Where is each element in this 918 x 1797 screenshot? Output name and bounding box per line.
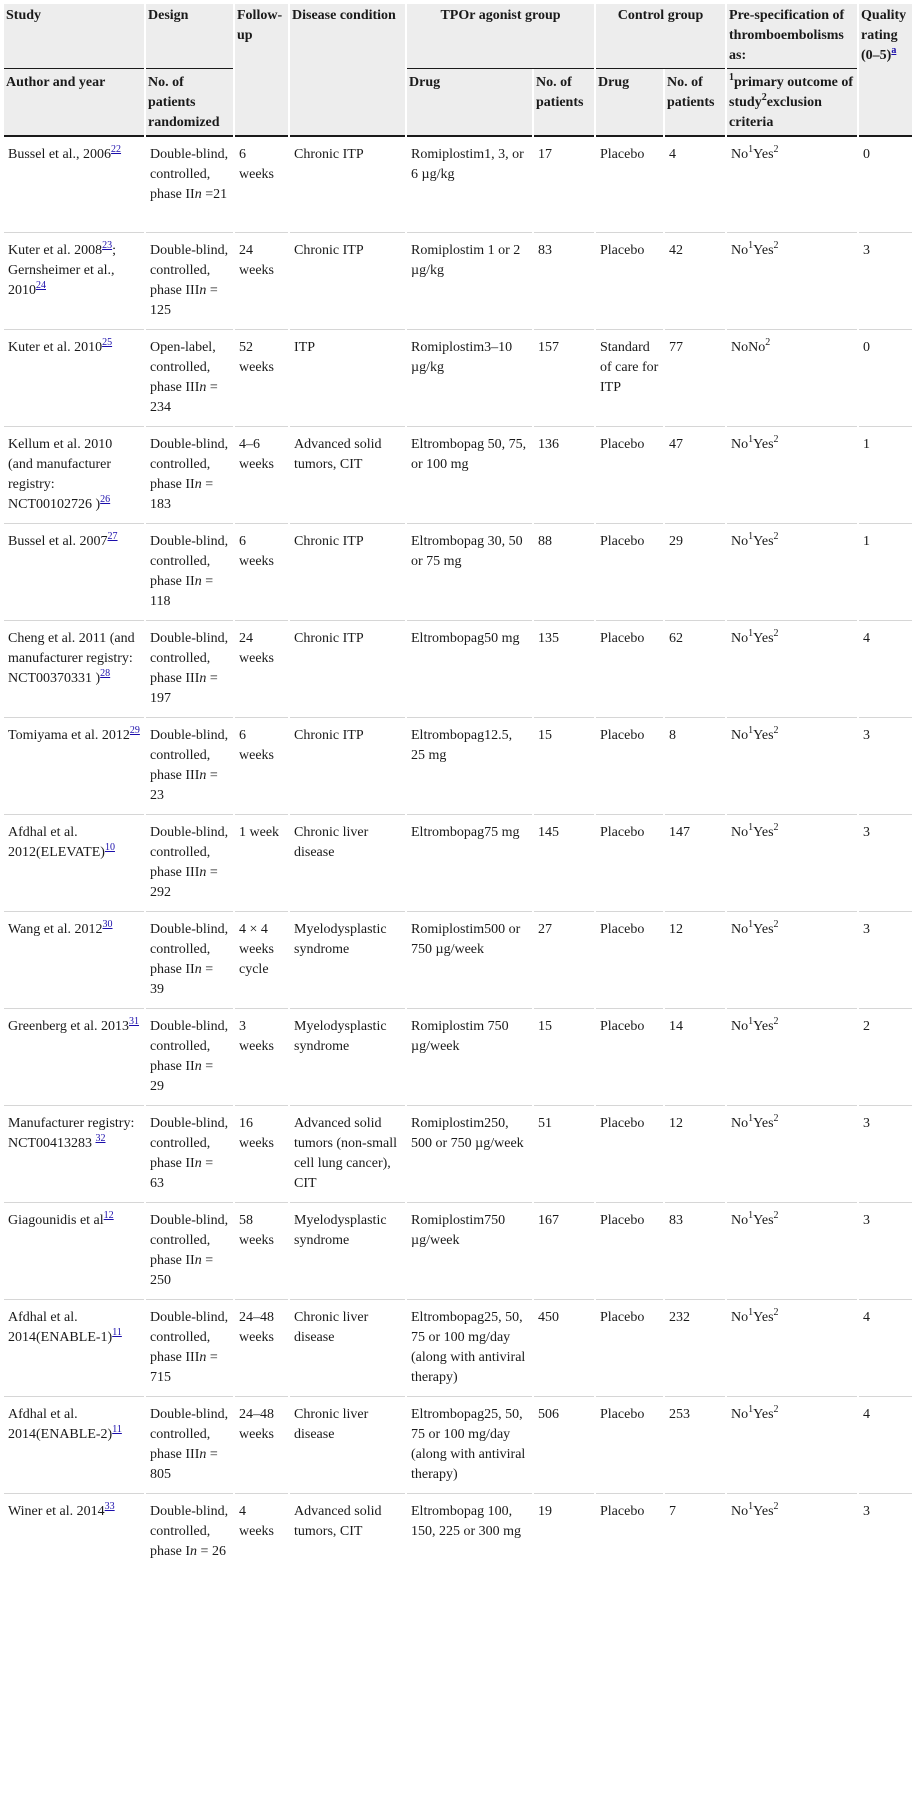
cell-study [4,1494,144,1575]
cell-control-no-patients: 147 [665,815,725,912]
cell-design: Double-blind, controlled, phase IIn =21 [146,137,233,233]
cell-prespec: No$^1$Yes$^2$ [727,718,857,815]
cell-control-drug: Placebo [596,137,663,233]
reference-link[interactable]: 11 [112,1327,122,1338]
reference-link[interactable]: 31 [129,1016,140,1027]
cell-follow-up: 3 weeks [235,1009,288,1106]
cell-design: Double-blind, controlled, phase In = 26 [150,1504,229,1559]
cell-follow-up: 58 weeks [235,1203,288,1300]
cell-no-patients: 136 [534,427,594,524]
cell-control-no-patients: 62 [665,621,725,718]
cell-no-patients: 135 [534,621,594,718]
cell-drug: Eltrombopag50 mg [407,621,532,718]
cell-design: Double-blind, controlled, phase IIIn = 197 [146,621,233,718]
cell-prespec: No$^1$Yes$^2$ [727,1106,857,1203]
header-control-group: Control group [596,4,725,69]
cell-follow-up: 4–6 weeks [235,427,288,524]
cell-follow-up: 52 weeks [235,330,288,427]
cell-design: Double-blind, controlled, phase IIIn = 125 [146,233,233,330]
cell-prespec: No$^1$Yes$^2$ [727,912,857,1009]
cell-study [4,137,144,233]
cell-prespec: No$^1$Yes$^2$ [731,1501,779,1519]
header-control-drug: Drug [596,69,663,137]
cell-control-no-patients: 253 [665,1397,725,1494]
cell-quality: 1 [859,427,912,524]
cell-design: Double-blind, controlled, phase IIn = 39 [146,912,233,1009]
cell-design: Double-blind, controlled, phase IIn = 183 [146,427,233,524]
table-row [4,137,912,233]
cell-study [4,1300,144,1397]
study-author: Kuter et al. 2008 [8,243,103,258]
cell-no-patients: 167 [534,1203,594,1300]
cell-follow-up: 24–48 weeks [235,1397,288,1494]
cell-drug: Eltrombopag25, 50, 75 or 100 mg/day (along with antiviral therapy) [407,1300,532,1397]
cell-control-drug: Placebo [596,912,663,1009]
cell-drug: Eltrombopag 100, 150, 225 or 300 mg [411,1504,522,1539]
cell-quality: 4 [859,1300,912,1397]
study-author: Tomiyama et al. 2012 [8,728,130,743]
table-row [4,912,912,1009]
cell-follow-up: 1 week [235,815,288,912]
study-author: Manufacturer registry: NCT00413283 [8,1116,135,1151]
cell-study [4,1397,144,1494]
header-quality [859,4,912,137]
cell-drug: Eltrombopag 50, 75, or 100 mg [407,427,532,524]
reference-link[interactable]: 33 [104,1501,115,1512]
cell-disease: Chronic liver disease [290,1397,405,1494]
table-row [4,1300,912,1397]
cell-control-no-patients: 14 [665,1009,725,1106]
study-author: Wang et al. 2012 [8,922,103,937]
cell-disease: Advanced solid tumors (non-small cell lung cancer), CIT [290,1106,405,1203]
cell-prespec: No$^1$Yes$^2$ [727,137,857,233]
cell-quality: 4 [859,1397,912,1494]
cell-control-no-patients: 12 [665,912,725,1009]
cell-study [4,524,144,621]
header-drug: Drug [407,69,532,137]
cell-design: Double-blind, controlled, phase IIIn = 715 [146,1300,233,1397]
reference-link[interactable]: 25 [102,337,113,348]
cell-control-no-patients: 83 [665,1203,725,1300]
header-prespec: Pre-specification of thromboembolisms as: [727,4,857,69]
header-prespec-sub: $^1$primary outcome of study$^2$exclusion criteria [727,69,857,137]
cell-study [4,427,144,524]
table-row [4,1494,912,1575]
cell-disease: Chronic ITP [290,233,405,330]
cell-study [4,330,144,427]
header-tpor-group: TPOr agonist group [407,4,594,69]
cell-control-drug: Placebo [596,1106,663,1203]
reference-link[interactable]: 30 [102,919,113,930]
cell-control-no-patients: 7 [669,1504,676,1519]
cell-control-drug: Placebo [596,1397,663,1494]
study-author-2: ; Gernsheimer et al., 2010 [8,243,116,298]
cell-disease: Advanced solid tumors, CIT [294,1504,382,1539]
table-row [4,233,912,330]
cell-disease: Chronic liver disease [290,815,405,912]
cell-no-patients: 450 [534,1300,594,1397]
table-row [4,1397,912,1494]
cell-disease: Chronic ITP [290,621,405,718]
cell-no-patients: 27 [534,912,594,1009]
cell-control-drug: Placebo [596,233,663,330]
cell-quality: 3 [859,233,912,330]
table-row [4,718,912,815]
cell-prespec: NoNo$^2$ [727,330,857,427]
cell-no-patients: 19 [538,1504,552,1519]
cell-follow-up: 24–48 weeks [235,1300,288,1397]
cell-control-no-patients: 4 [665,137,725,233]
study-author: Bussel et al., 2006 [8,147,112,162]
cell-study [4,815,144,912]
cell-study [4,1009,144,1106]
reference-link[interactable]: 12 [103,1210,114,1221]
header-control-no-patients: No. of patients [665,69,725,137]
cell-disease: Chronic liver disease [290,1300,405,1397]
cell-study [4,718,144,815]
cell-design: Double-blind, controlled, phase IIn = 29 [146,1009,233,1106]
cell-control-no-patients: 12 [665,1106,725,1203]
study-author: Giagounidis et al [8,1213,104,1228]
cell-no-patients: 157 [534,330,594,427]
reference-link[interactable]: 27 [107,531,118,542]
cell-control-drug: Placebo [596,621,663,718]
cell-follow-up: 6 weeks [235,137,288,233]
cell-no-patients: 145 [534,815,594,912]
cell-control-drug: Placebo [596,1300,663,1397]
cell-drug: Romiplostim750 µg/week [407,1203,532,1300]
cell-no-patients: 83 [534,233,594,330]
header-disease: Disease condition [290,4,405,137]
cell-drug: Eltrombopag75 mg [407,815,532,912]
header-author-year: Author and year [4,69,144,137]
cell-control-no-patients: 8 [665,718,725,815]
reference-link[interactable]: 24 [36,280,46,291]
cell-quality: 3 [859,815,912,912]
cell-quality: 2 [859,1009,912,1106]
cell-quality: 3 [859,912,912,1009]
table-row [4,427,912,524]
reference-link[interactable]: 23 [102,240,113,251]
cell-drug: Romiplostim 1 or 2 µg/kg [407,233,532,330]
reference-link[interactable]: 26 [100,494,111,505]
studies-table [2,4,914,1575]
cell-disease: Myelodysplastic syndrome [290,912,405,1009]
header-no-randomized: No. of patients randomized [146,69,233,137]
cell-quality: 0 [859,137,912,233]
reference-link[interactable]: 29 [129,725,140,736]
cell-control-drug: Placebo [596,1009,663,1106]
cell-drug: Romiplostim3–10 µg/kg [407,330,532,427]
cell-design: Double-blind, controlled, phase IIIn = 292 [146,815,233,912]
cell-disease: Advanced solid tumors, CIT [290,427,405,524]
cell-drug: Romiplostim250, 500 or 750 µg/week [407,1106,532,1203]
study-author: Kellum et al. 2010 (and manufacturer registry: NCT00102726 ) [8,437,113,512]
cell-study [4,1106,144,1203]
cell-drug: Romiplostim500 or 750 µg/week [407,912,532,1009]
study-author: Afdhal et al. 2014(ENABLE-1) [8,1310,113,1345]
study-author: Winer et al. 2014 [8,1504,105,1519]
cell-disease: Chronic ITP [290,524,405,621]
cell-follow-up: 24 weeks [235,233,288,330]
header-quality-text: Quality rating (0–5) [861,8,907,63]
table-row [4,1106,912,1203]
cell-control-no-patients: 47 [665,427,725,524]
table-row [4,1203,912,1300]
cell-drug: Eltrombopag25, 50, 75 or 100 mg/day (along with antiviral therapy) [407,1397,532,1494]
cell-control-drug: Placebo [600,1504,645,1519]
cell-study [4,1203,144,1300]
cell-design: Double-blind, controlled, phase IIn = 118 [146,524,233,621]
cell-design: Double-blind, controlled, phase IIIn = 805 [146,1397,233,1494]
cell-no-patients: 17 [534,137,594,233]
cell-disease: Myelodysplastic syndrome [290,1203,405,1300]
cell-study [4,912,144,1009]
cell-quality: 3 [859,718,912,815]
cell-study [4,233,144,330]
reference-link[interactable]: 32 [95,1133,106,1144]
cell-prespec: No$^1$Yes$^2$ [727,815,857,912]
study-author: Afdhal et al. 2014(ENABLE-2) [8,1407,113,1442]
cell-control-no-patients: 29 [665,524,725,621]
cell-prespec: No$^1$Yes$^2$ [727,621,857,718]
reference-link[interactable]: 22 [111,144,122,155]
header-follow-up: Follow-up [235,4,288,137]
cell-study [4,621,144,718]
study-author: Kuter et al. 2010 [8,340,103,355]
cell-prespec: No$^1$Yes$^2$ [727,524,857,621]
cell-control-drug: Placebo [596,815,663,912]
cell-prespec: No$^1$Yes$^2$ [727,233,857,330]
cell-drug: Romiplostim 750 µg/week [407,1009,532,1106]
cell-disease: ITP [290,330,405,427]
cell-prespec: No$^1$Yes$^2$ [727,1009,857,1106]
table-header [4,4,912,137]
cell-prespec: No$^1$Yes$^2$ [727,1300,857,1397]
cell-control-no-patients: 42 [665,233,725,330]
cell-follow-up: 6 weeks [235,718,288,815]
cell-no-patients: 88 [534,524,594,621]
table-row [4,330,912,427]
cell-control-drug: Placebo [596,524,663,621]
reference-link[interactable]: 10 [104,842,115,853]
cell-quality: 1 [859,524,912,621]
cell-drug: Eltrombopag 30, 50 or 75 mg [407,524,532,621]
cell-follow-up: 6 weeks [235,524,288,621]
cell-no-patients: 506 [534,1397,594,1494]
table-row [4,524,912,621]
reference-link[interactable]: 11 [112,1424,122,1435]
cell-disease: Chronic ITP [290,137,405,233]
cell-control-drug: Standard of care for ITP [596,330,663,427]
cell-follow-up: 4 × 4 weeks cycle [235,912,288,1009]
cell-control-no-patients: 232 [665,1300,725,1397]
cell-disease: Myelodysplastic syndrome [290,1009,405,1106]
cell-drug: Eltrombopag12.5, 25 mg [407,718,532,815]
cell-prespec: No$^1$Yes$^2$ [727,1397,857,1494]
header-design: Design [146,4,233,69]
cell-quality: 3 [863,1504,871,1519]
cell-no-patients: 15 [534,718,594,815]
cell-disease: Chronic ITP [290,718,405,815]
header-no-patients: No. of patients [534,69,594,137]
table-row [4,621,912,718]
cell-prespec: No$^1$Yes$^2$ [727,427,857,524]
cell-design: Double-blind, controlled, phase IIIn = 23 [146,718,233,815]
cell-prespec: No$^1$Yes$^2$ [727,1203,857,1300]
cell-quality: 0 [859,330,912,427]
study-author: Afdhal et al. 2012(ELEVATE) [8,825,105,860]
cell-follow-up: 4 weeks [239,1504,274,1539]
cell-no-patients: 51 [534,1106,594,1203]
cell-design: Double-blind, controlled, phase IIn = 250 [146,1203,233,1300]
cell-drug: Romiplostim1, 3, or 6 µg/kg [407,137,532,233]
table-row [4,815,912,912]
cell-design: Double-blind, controlled, phase IIn = 63 [146,1106,233,1203]
cell-quality: 4 [859,621,912,718]
cell-follow-up: 24 weeks [235,621,288,718]
cell-control-drug: Placebo [596,427,663,524]
cell-quality: 3 [859,1106,912,1203]
cell-follow-up: 16 weeks [235,1106,288,1203]
cell-control-no-patients: 77 [665,330,725,427]
table-body [4,137,912,1575]
study-author: Greenberg et al. 2013 [8,1019,130,1034]
cell-design: Open-label, controlled, phase IIIn = 234 [146,330,233,427]
cell-no-patients: 15 [534,1009,594,1106]
study-author: Cheng et al. 2011 (and manufacturer registry: NCT00370331 ) [8,631,135,686]
study-author: Bussel et al. 2007 [8,534,108,549]
quality-footnote-link[interactable]: a [891,45,897,56]
table-row [4,1009,912,1106]
header-study: Study [4,4,144,69]
cell-control-drug: Placebo [596,718,663,815]
reference-link[interactable]: 28 [100,668,111,679]
cell-quality: 3 [859,1203,912,1300]
cell-control-drug: Placebo [596,1203,663,1300]
